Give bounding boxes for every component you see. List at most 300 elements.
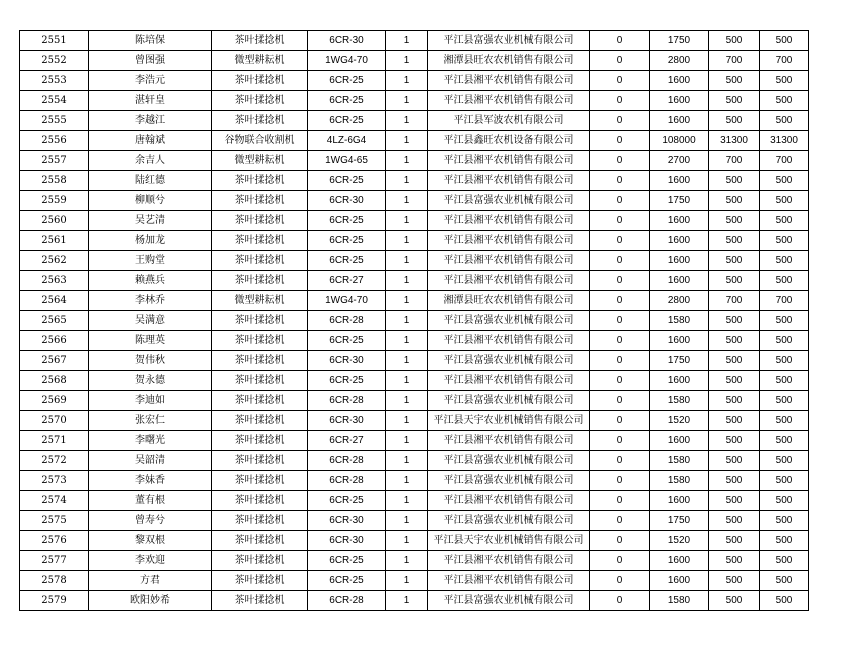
record-id-cell: 2562 — [20, 251, 89, 271]
quantity-cell: 1 — [386, 211, 428, 231]
buyer-name-cell: 吴艺清 — [89, 211, 212, 231]
subsidy-cell: 500 — [709, 571, 760, 591]
dealer-cell: 平江县天宇农业机械销售有限公司 — [428, 411, 590, 431]
buyer-name-cell: 贺伟秋 — [89, 351, 212, 371]
dealer-cell: 平江县鑫旺农机设备有限公司 — [428, 131, 590, 151]
price-cell: 1580 — [650, 391, 709, 411]
table-row — [20, 191, 809, 211]
buyer-name-cell: 贺永德 — [89, 371, 212, 391]
table-row — [20, 371, 809, 391]
price-cell: 1600 — [650, 271, 709, 291]
subsidy-cell: 500 — [709, 531, 760, 551]
dealer-cell: 平江县湘平农机销售有限公司 — [428, 371, 590, 391]
model-cell: 6CR-28 — [308, 451, 386, 471]
zero-cell: 0 — [590, 111, 650, 131]
subsidy-total-cell: 500 — [760, 491, 809, 511]
buyer-name-cell: 王购堂 — [89, 251, 212, 271]
record-id-cell: 2553 — [20, 71, 89, 91]
record-id-cell: 2571 — [20, 431, 89, 451]
subsidy-total-cell: 500 — [760, 391, 809, 411]
model-cell: 6CR-25 — [308, 71, 386, 91]
zero-cell: 0 — [590, 471, 650, 491]
buyer-name-cell: 柳顺兮 — [89, 191, 212, 211]
subsidy-cell: 700 — [709, 151, 760, 171]
model-cell: 6CR-25 — [308, 211, 386, 231]
subsidy-cell: 500 — [709, 191, 760, 211]
table-row — [20, 111, 809, 131]
machine-type-cell: 茶叶揉捻机 — [212, 371, 308, 391]
table-row — [20, 351, 809, 371]
dealer-cell: 平江县富强农业机械有限公司 — [428, 191, 590, 211]
zero-cell: 0 — [590, 411, 650, 431]
model-cell: 6CR-27 — [308, 431, 386, 451]
subsidy-total-cell: 500 — [760, 431, 809, 451]
subsidy-total-cell: 500 — [760, 71, 809, 91]
machine-type-cell: 茶叶揉捻机 — [212, 551, 308, 571]
dealer-cell: 平江县富强农业机械有限公司 — [428, 591, 590, 611]
buyer-name-cell: 陈理英 — [89, 331, 212, 351]
price-cell: 1600 — [650, 91, 709, 111]
machine-type-cell: 茶叶揉捻机 — [212, 191, 308, 211]
dealer-cell: 平江县湘平农机销售有限公司 — [428, 271, 590, 291]
subsidy-total-cell: 500 — [760, 111, 809, 131]
model-cell: 6CR-25 — [308, 251, 386, 271]
table-row — [20, 91, 809, 111]
machine-type-cell: 茶叶揉捻机 — [212, 271, 308, 291]
model-cell: 6CR-25 — [308, 91, 386, 111]
record-id-cell: 2567 — [20, 351, 89, 371]
table-row — [20, 291, 809, 311]
buyer-name-cell: 余吉人 — [89, 151, 212, 171]
zero-cell: 0 — [590, 131, 650, 151]
record-id-cell: 2559 — [20, 191, 89, 211]
model-cell: 6CR-28 — [308, 591, 386, 611]
price-cell: 1750 — [650, 31, 709, 51]
dealer-cell: 平江县湘平农机销售有限公司 — [428, 571, 590, 591]
table-row — [20, 151, 809, 171]
zero-cell: 0 — [590, 451, 650, 471]
subsidy-total-cell: 500 — [760, 331, 809, 351]
record-id-cell: 2556 — [20, 131, 89, 151]
machine-type-cell: 茶叶揉捻机 — [212, 331, 308, 351]
price-cell: 1600 — [650, 111, 709, 131]
machine-type-cell: 茶叶揉捻机 — [212, 351, 308, 371]
quantity-cell: 1 — [386, 91, 428, 111]
table-row — [20, 511, 809, 531]
dealer-cell: 平江县富强农业机械有限公司 — [428, 511, 590, 531]
quantity-cell: 1 — [386, 51, 428, 71]
machine-type-cell: 茶叶揉捻机 — [212, 411, 308, 431]
machine-type-cell: 茶叶揉捻机 — [212, 391, 308, 411]
price-cell: 108000 — [650, 131, 709, 151]
machine-type-cell: 茶叶揉捻机 — [212, 211, 308, 231]
quantity-cell: 1 — [386, 231, 428, 251]
model-cell: 1WG4-65 — [308, 151, 386, 171]
record-id-cell: 2554 — [20, 91, 89, 111]
zero-cell: 0 — [590, 191, 650, 211]
price-cell: 1580 — [650, 451, 709, 471]
price-cell: 2800 — [650, 291, 709, 311]
table-row — [20, 271, 809, 291]
table-row — [20, 171, 809, 191]
price-cell: 1600 — [650, 231, 709, 251]
model-cell: 6CR-30 — [308, 31, 386, 51]
buyer-name-cell: 李妹香 — [89, 471, 212, 491]
subsidy-cell: 500 — [709, 431, 760, 451]
buyer-name-cell: 李浩元 — [89, 71, 212, 91]
price-cell: 1750 — [650, 191, 709, 211]
subsidy-total-cell: 500 — [760, 271, 809, 291]
dealer-cell: 平江县富强农业机械有限公司 — [428, 311, 590, 331]
quantity-cell: 1 — [386, 351, 428, 371]
dealer-cell: 平江县湘平农机销售有限公司 — [428, 71, 590, 91]
model-cell: 6CR-25 — [308, 371, 386, 391]
dealer-cell: 平江县富强农业机械有限公司 — [428, 451, 590, 471]
machine-type-cell: 微型耕耘机 — [212, 151, 308, 171]
record-id-cell: 2565 — [20, 311, 89, 331]
subsidy-cell: 500 — [709, 411, 760, 431]
quantity-cell: 1 — [386, 431, 428, 451]
table-row — [20, 231, 809, 251]
model-cell: 6CR-25 — [308, 491, 386, 511]
zero-cell: 0 — [590, 591, 650, 611]
machine-type-cell: 谷物联合收割机 — [212, 131, 308, 151]
subsidy-cell: 500 — [709, 311, 760, 331]
model-cell: 6CR-30 — [308, 351, 386, 371]
quantity-cell: 1 — [386, 71, 428, 91]
subsidy-cell: 500 — [709, 471, 760, 491]
zero-cell: 0 — [590, 211, 650, 231]
table-row — [20, 571, 809, 591]
price-cell: 1580 — [650, 591, 709, 611]
model-cell: 6CR-30 — [308, 191, 386, 211]
price-cell: 1600 — [650, 551, 709, 571]
subsidy-total-cell: 500 — [760, 351, 809, 371]
buyer-name-cell: 湛轩皇 — [89, 91, 212, 111]
quantity-cell: 1 — [386, 331, 428, 351]
table-row — [20, 551, 809, 571]
quantity-cell: 1 — [386, 511, 428, 531]
model-cell: 6CR-30 — [308, 531, 386, 551]
price-cell: 2700 — [650, 151, 709, 171]
zero-cell: 0 — [590, 391, 650, 411]
table-row — [20, 471, 809, 491]
model-cell: 1WG4-70 — [308, 51, 386, 71]
quantity-cell: 1 — [386, 371, 428, 391]
zero-cell: 0 — [590, 491, 650, 511]
record-id-cell: 2552 — [20, 51, 89, 71]
quantity-cell: 1 — [386, 591, 428, 611]
zero-cell: 0 — [590, 551, 650, 571]
price-cell: 1600 — [650, 251, 709, 271]
quantity-cell: 1 — [386, 191, 428, 211]
machine-type-cell: 微型耕耘机 — [212, 51, 308, 71]
dealer-cell: 平江县富强农业机械有限公司 — [428, 31, 590, 51]
quantity-cell: 1 — [386, 111, 428, 131]
price-cell: 1600 — [650, 171, 709, 191]
machine-type-cell: 茶叶揉捻机 — [212, 571, 308, 591]
record-id-cell: 2572 — [20, 451, 89, 471]
record-id-cell: 2560 — [20, 211, 89, 231]
dealer-cell: 平江县湘平农机销售有限公司 — [428, 331, 590, 351]
buyer-name-cell: 曾图强 — [89, 51, 212, 71]
subsidy-total-cell: 500 — [760, 231, 809, 251]
subsidy-cell: 500 — [709, 171, 760, 191]
model-cell: 6CR-27 — [308, 271, 386, 291]
subsidy-total-cell: 500 — [760, 471, 809, 491]
subsidy-total-cell: 700 — [760, 51, 809, 71]
machine-type-cell: 茶叶揉捻机 — [212, 451, 308, 471]
zero-cell: 0 — [590, 331, 650, 351]
price-cell: 1600 — [650, 571, 709, 591]
model-cell: 6CR-25 — [308, 331, 386, 351]
quantity-cell: 1 — [386, 571, 428, 591]
subsidy-cell: 500 — [709, 451, 760, 471]
price-cell: 1600 — [650, 71, 709, 91]
buyer-name-cell: 杨加龙 — [89, 231, 212, 251]
buyer-name-cell: 李欢迎 — [89, 551, 212, 571]
quantity-cell: 1 — [386, 251, 428, 271]
zero-cell: 0 — [590, 311, 650, 331]
machine-type-cell: 茶叶揉捻机 — [212, 111, 308, 131]
subsidy-cell: 500 — [709, 271, 760, 291]
table-row — [20, 71, 809, 91]
subsidy-cell: 500 — [709, 351, 760, 371]
model-cell: 6CR-25 — [308, 111, 386, 131]
quantity-cell: 1 — [386, 551, 428, 571]
subsidy-cell: 500 — [709, 371, 760, 391]
record-id-cell: 2563 — [20, 271, 89, 291]
record-id-cell: 2573 — [20, 471, 89, 491]
buyer-name-cell: 吴满意 — [89, 311, 212, 331]
quantity-cell: 1 — [386, 151, 428, 171]
buyer-name-cell: 董有根 — [89, 491, 212, 511]
zero-cell: 0 — [590, 31, 650, 51]
subsidy-total-cell: 500 — [760, 191, 809, 211]
zero-cell: 0 — [590, 431, 650, 451]
buyer-name-cell: 赖燕兵 — [89, 271, 212, 291]
buyer-name-cell: 李迪如 — [89, 391, 212, 411]
quantity-cell: 1 — [386, 411, 428, 431]
subsidy-cell: 500 — [709, 31, 760, 51]
buyer-name-cell: 李林乔 — [89, 291, 212, 311]
machine-type-cell: 茶叶揉捻机 — [212, 71, 308, 91]
table-row — [20, 211, 809, 231]
dealer-cell: 平江县湘平农机销售有限公司 — [428, 211, 590, 231]
machine-type-cell: 茶叶揉捻机 — [212, 31, 308, 51]
subsidy-total-cell: 500 — [760, 551, 809, 571]
dealer-cell: 平江县富强农业机械有限公司 — [428, 471, 590, 491]
record-id-cell: 2576 — [20, 531, 89, 551]
subsidy-cell: 500 — [709, 391, 760, 411]
machine-type-cell: 茶叶揉捻机 — [212, 311, 308, 331]
zero-cell: 0 — [590, 271, 650, 291]
record-id-cell: 2557 — [20, 151, 89, 171]
buyer-name-cell: 陆红德 — [89, 171, 212, 191]
table-row — [20, 431, 809, 451]
machine-type-cell: 茶叶揉捻机 — [212, 531, 308, 551]
dealer-cell: 平江县天宇农业机械销售有限公司 — [428, 531, 590, 551]
buyer-name-cell: 张宏仁 — [89, 411, 212, 431]
record-id-cell: 2561 — [20, 231, 89, 251]
table-row — [20, 311, 809, 331]
record-id-cell: 2574 — [20, 491, 89, 511]
buyer-name-cell: 曾寿兮 — [89, 511, 212, 531]
record-id-cell: 2579 — [20, 591, 89, 611]
price-cell: 1600 — [650, 491, 709, 511]
subsidy-cell: 500 — [709, 71, 760, 91]
subsidy-total-cell: 500 — [760, 31, 809, 51]
machine-type-cell: 茶叶揉捻机 — [212, 91, 308, 111]
zero-cell: 0 — [590, 51, 650, 71]
dealer-cell: 平江县湘平农机销售有限公司 — [428, 231, 590, 251]
buyer-name-cell: 吴韶清 — [89, 451, 212, 471]
subsidy-total-cell: 500 — [760, 311, 809, 331]
machine-type-cell: 茶叶揉捻机 — [212, 431, 308, 451]
subsidy-cell: 500 — [709, 211, 760, 231]
table-body — [20, 31, 809, 611]
machine-type-cell: 微型耕耘机 — [212, 291, 308, 311]
record-id-cell: 2564 — [20, 291, 89, 311]
quantity-cell: 1 — [386, 311, 428, 331]
record-id-cell: 2578 — [20, 571, 89, 591]
table-row — [20, 591, 809, 611]
dealer-cell: 平江县湘平农机销售有限公司 — [428, 551, 590, 571]
quantity-cell: 1 — [386, 451, 428, 471]
subsidy-total-cell: 500 — [760, 591, 809, 611]
dealer-cell: 湘潭县旺农农机销售有限公司 — [428, 51, 590, 71]
dealer-cell: 湘潭县旺农农机销售有限公司 — [428, 291, 590, 311]
subsidy-total-cell: 500 — [760, 511, 809, 531]
price-cell: 1750 — [650, 511, 709, 531]
zero-cell: 0 — [590, 71, 650, 91]
buyer-name-cell: 方君 — [89, 571, 212, 591]
table-row — [20, 331, 809, 351]
buyer-name-cell: 李越江 — [89, 111, 212, 131]
quantity-cell: 1 — [386, 271, 428, 291]
zero-cell: 0 — [590, 531, 650, 551]
table-row — [20, 531, 809, 551]
quantity-cell: 1 — [386, 131, 428, 151]
quantity-cell: 1 — [386, 491, 428, 511]
subsidy-cell: 500 — [709, 251, 760, 271]
model-cell: 6CR-28 — [308, 391, 386, 411]
zero-cell: 0 — [590, 291, 650, 311]
model-cell: 6CR-28 — [308, 311, 386, 331]
model-cell: 4LZ-6G4 — [308, 131, 386, 151]
record-id-cell: 2551 — [20, 31, 89, 51]
machine-type-cell: 茶叶揉捻机 — [212, 251, 308, 271]
quantity-cell: 1 — [386, 171, 428, 191]
record-id-cell: 2575 — [20, 511, 89, 531]
buyer-name-cell: 黎双根 — [89, 531, 212, 551]
zero-cell: 0 — [590, 171, 650, 191]
subsidy-total-cell: 500 — [760, 531, 809, 551]
subsidy-cell: 500 — [709, 491, 760, 511]
zero-cell: 0 — [590, 91, 650, 111]
record-id-cell: 2568 — [20, 371, 89, 391]
price-cell: 1600 — [650, 331, 709, 351]
dealer-cell: 平江县富强农业机械有限公司 — [428, 351, 590, 371]
zero-cell: 0 — [590, 351, 650, 371]
record-id-cell: 2570 — [20, 411, 89, 431]
zero-cell: 0 — [590, 151, 650, 171]
subsidy-total-cell: 500 — [760, 251, 809, 271]
table-row — [20, 51, 809, 71]
price-cell: 2800 — [650, 51, 709, 71]
subsidy-total-cell: 500 — [760, 91, 809, 111]
price-cell: 1600 — [650, 211, 709, 231]
subsidy-total-cell: 31300 — [760, 131, 809, 151]
subsidy-cell: 500 — [709, 591, 760, 611]
quantity-cell: 1 — [386, 531, 428, 551]
record-id-cell: 2577 — [20, 551, 89, 571]
quantity-cell: 1 — [386, 291, 428, 311]
table-row — [20, 251, 809, 271]
table-row — [20, 31, 809, 51]
price-cell: 1750 — [650, 351, 709, 371]
machine-type-cell: 茶叶揉捻机 — [212, 491, 308, 511]
price-cell: 1600 — [650, 371, 709, 391]
model-cell: 6CR-25 — [308, 551, 386, 571]
buyer-name-cell: 唐翰斌 — [89, 131, 212, 151]
machine-type-cell: 茶叶揉捻机 — [212, 471, 308, 491]
machine-type-cell: 茶叶揉捻机 — [212, 231, 308, 251]
subsidy-cell: 31300 — [709, 131, 760, 151]
machine-type-cell: 茶叶揉捻机 — [212, 171, 308, 191]
machine-type-cell: 茶叶揉捻机 — [212, 591, 308, 611]
buyer-name-cell: 欧阳妙希 — [89, 591, 212, 611]
subsidy-total-cell: 500 — [760, 451, 809, 471]
model-cell: 6CR-25 — [308, 231, 386, 251]
buyer-name-cell: 陈培保 — [89, 31, 212, 51]
zero-cell: 0 — [590, 571, 650, 591]
dealer-cell: 平江县军波农机有限公司 — [428, 111, 590, 131]
quantity-cell: 1 — [386, 391, 428, 411]
record-id-cell: 2555 — [20, 111, 89, 131]
dealer-cell: 平江县湘平农机销售有限公司 — [428, 91, 590, 111]
subsidy-cell: 500 — [709, 511, 760, 531]
zero-cell: 0 — [590, 371, 650, 391]
model-cell: 6CR-25 — [308, 171, 386, 191]
price-cell: 1600 — [650, 431, 709, 451]
table-row — [20, 491, 809, 511]
record-id-cell: 2566 — [20, 331, 89, 351]
price-cell: 1580 — [650, 311, 709, 331]
table-row — [20, 451, 809, 471]
zero-cell: 0 — [590, 511, 650, 531]
model-cell: 6CR-25 — [308, 571, 386, 591]
table-row — [20, 131, 809, 151]
dealer-cell: 平江县富强农业机械有限公司 — [428, 391, 590, 411]
table-row — [20, 391, 809, 411]
record-id-cell: 2569 — [20, 391, 89, 411]
zero-cell: 0 — [590, 251, 650, 271]
subsidy-total-cell: 700 — [760, 151, 809, 171]
subsidy-total-cell: 500 — [760, 571, 809, 591]
quantity-cell: 1 — [386, 471, 428, 491]
subsidy-total-cell: 500 — [760, 171, 809, 191]
quantity-cell: 1 — [386, 31, 428, 51]
buyer-name-cell: 李曙光 — [89, 431, 212, 451]
zero-cell: 0 — [590, 231, 650, 251]
model-cell: 6CR-30 — [308, 411, 386, 431]
model-cell: 1WG4-70 — [308, 291, 386, 311]
model-cell: 6CR-30 — [308, 511, 386, 531]
subsidy-total-cell: 500 — [760, 211, 809, 231]
subsidy-cell: 700 — [709, 291, 760, 311]
price-cell: 1580 — [650, 471, 709, 491]
